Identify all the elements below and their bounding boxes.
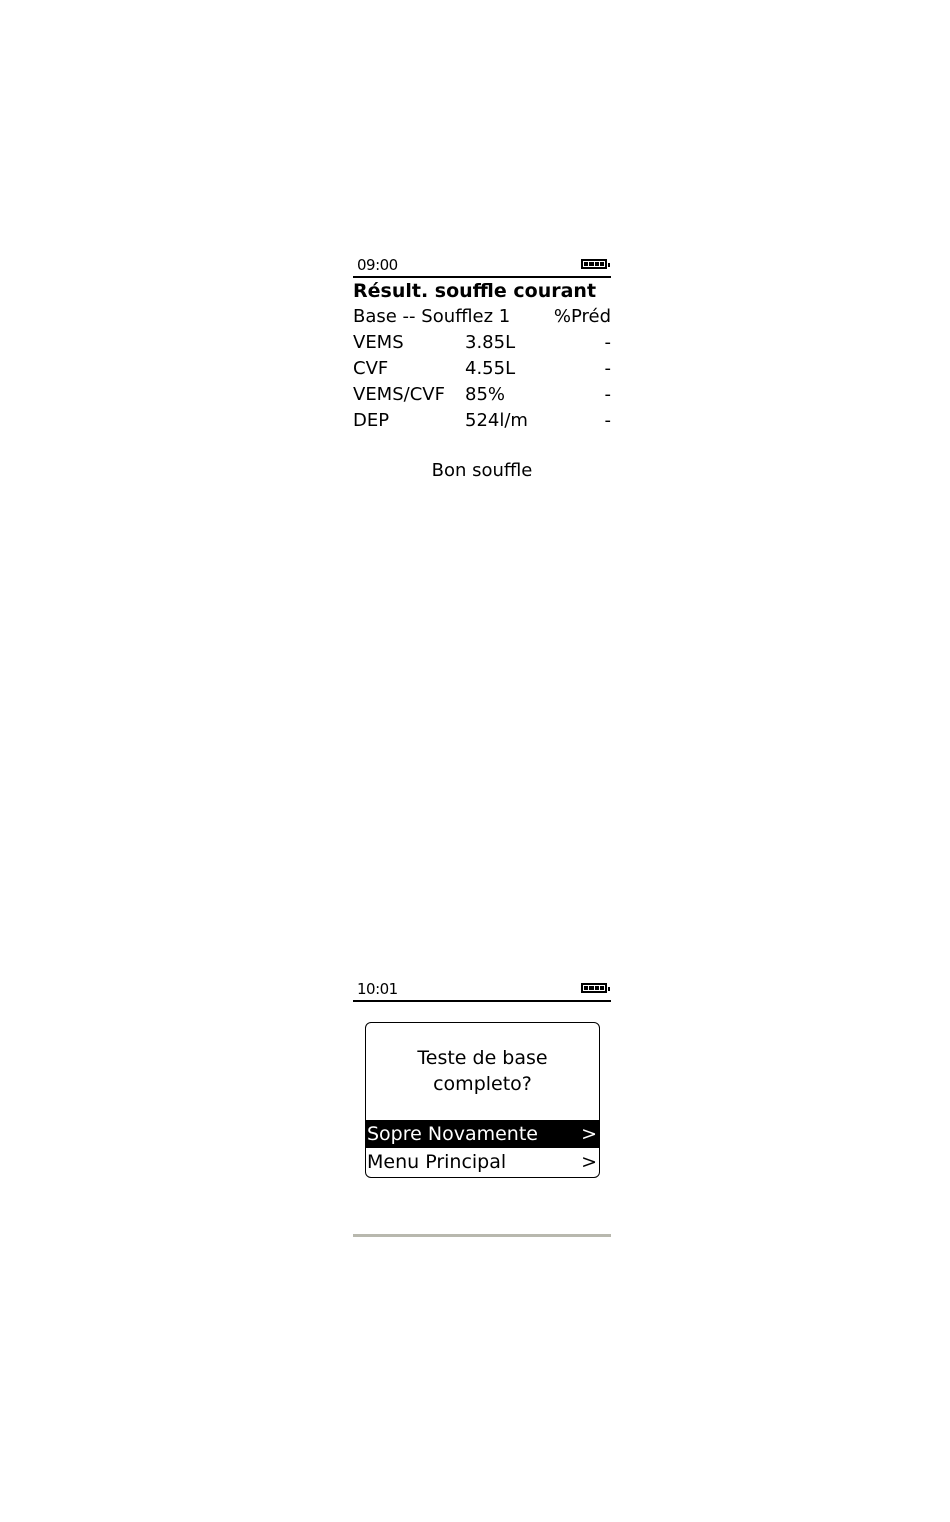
result-label: CVF <box>353 358 389 379</box>
result-pred: - <box>604 358 611 379</box>
result-row <box>353 384 611 410</box>
result-pred: - <box>604 384 611 405</box>
status-bar <box>353 978 611 1002</box>
result-pred: - <box>604 410 611 431</box>
results-header-label: Base -- Soufflez 1 <box>353 306 511 327</box>
results-header-pred: %Préd <box>553 306 611 327</box>
battery-full-icon <box>581 259 607 269</box>
status-bar <box>353 254 611 278</box>
result-label: DEP <box>353 410 390 431</box>
confirm-dialog <box>365 1022 600 1178</box>
confirm-screen <box>353 978 611 1238</box>
chevron-right-icon: > <box>581 1151 597 1173</box>
result-row <box>353 358 611 384</box>
menu-item-label: Sopre Novamente <box>367 1123 538 1145</box>
chevron-right-icon: > <box>581 1123 597 1145</box>
status-message: Bon souffle <box>431 460 533 481</box>
menu-item-label: Menu Principal <box>367 1151 507 1173</box>
results-screen <box>353 254 611 494</box>
dialog-question-line: Teste de base <box>417 1047 548 1069</box>
result-row <box>353 332 611 358</box>
result-value: 85% <box>465 384 506 405</box>
result-value: 4.55L <box>465 358 516 379</box>
clock-time: 10:01 <box>357 980 398 998</box>
dialog-question <box>366 1045 599 1097</box>
result-label: VEMS/CVF <box>353 384 445 405</box>
screen-title: Résult. souffle courant <box>353 280 597 302</box>
result-value: 3.85L <box>465 332 516 353</box>
dialog-question-line: completo? <box>433 1073 532 1095</box>
result-label: VEMS <box>353 332 404 353</box>
menu-item-main-menu[interactable] <box>366 1148 599 1176</box>
clock-time: 09:00 <box>357 256 398 274</box>
menu-item-blow-again[interactable] <box>366 1120 599 1148</box>
battery-full-icon <box>581 983 607 993</box>
result-value: 524l/m <box>465 410 528 431</box>
divider <box>353 1234 611 1237</box>
result-pred: - <box>604 332 611 353</box>
result-row <box>353 410 611 436</box>
results-header-row <box>353 306 611 332</box>
